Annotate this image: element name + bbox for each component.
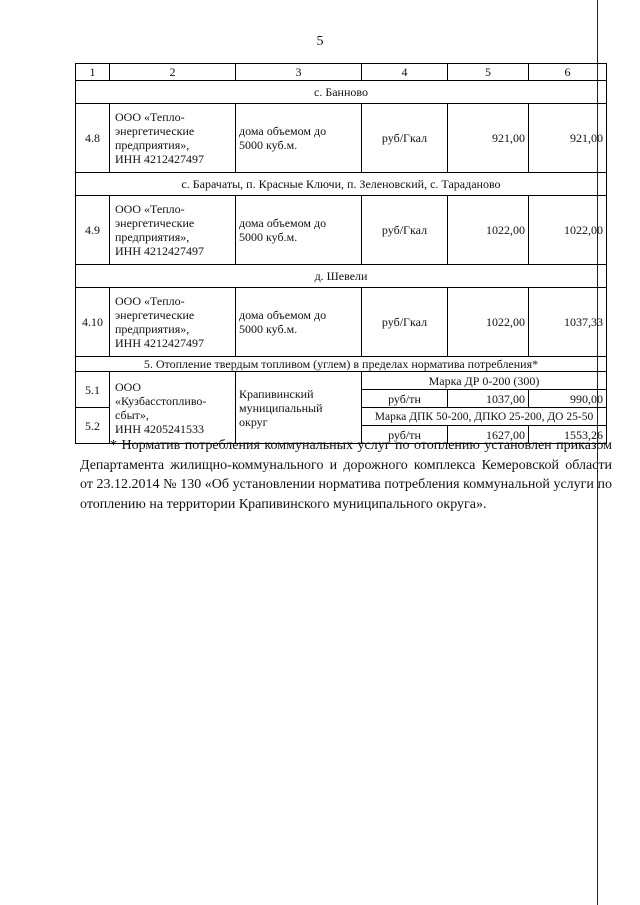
object-cell	[236, 288, 362, 357]
tariff-value-2: 1022,00	[529, 196, 607, 265]
column-number: 6	[529, 64, 607, 81]
section-row	[76, 265, 607, 288]
organization-cell	[110, 104, 236, 173]
section-title: с. Банново	[76, 81, 607, 104]
section-row	[76, 173, 607, 196]
organization-line: ООО «Тепло-	[115, 110, 185, 124]
footnote	[80, 436, 612, 514]
unit-cell: руб/Гкал	[362, 196, 448, 265]
organization-line: энергетические	[115, 124, 195, 138]
organization-line: сбыт»,	[115, 407, 149, 422]
organization-cell	[110, 288, 236, 357]
column-number: 4	[362, 64, 448, 81]
tariff-value-2: 1553,26	[529, 426, 607, 444]
organization-line: ООО «Тепло-	[115, 294, 185, 308]
table-row	[76, 288, 607, 357]
object-line: дома объемом до	[239, 308, 327, 322]
object-line: 5000 куб.м.	[239, 230, 298, 244]
page-number: 5	[316, 34, 324, 49]
organization-cell	[110, 372, 236, 444]
unit-cell: руб/Гкал	[362, 288, 448, 357]
object-line: 5000 куб.м.	[239, 138, 298, 152]
row-number: 4.8	[76, 104, 110, 173]
organization-line: ИНН 4205241533	[115, 421, 204, 436]
table-row	[76, 372, 607, 390]
table-header-row	[76, 64, 607, 81]
tariff-value-2: 1037,33	[529, 288, 607, 357]
coal-brand-cell: Марка ДПК 50-200, ДПКО 25-200, ДО 25-50	[362, 408, 607, 426]
table-row	[76, 196, 607, 265]
tariff-value-1: 1627,00	[448, 426, 529, 444]
district-line: Крапивинский	[239, 386, 314, 401]
section-title: 5. Отопление твердым топливом (углем) в пределах норматива потребления*	[76, 357, 607, 372]
column-number: 2	[110, 64, 236, 81]
object-cell	[236, 196, 362, 265]
tariff-value-1: 921,00	[448, 104, 529, 173]
organization-line: энергетические	[115, 216, 195, 230]
unit-cell: руб/тн	[362, 390, 448, 408]
section-row	[76, 81, 607, 104]
organization-line: ООО «Тепло-	[115, 202, 185, 216]
organization-line: предприятия»,	[115, 138, 190, 152]
tariff-value-2: 921,00	[529, 104, 607, 173]
organization-line: предприятия»,	[115, 230, 190, 244]
organization-line: ИНН 4212427497	[115, 152, 204, 166]
tariff-value-1: 1022,00	[448, 288, 529, 357]
organization-cell	[110, 196, 236, 265]
organization-line: ООО	[115, 379, 141, 394]
coal-brand-cell: Марка ДР 0-200 (300)	[362, 372, 607, 390]
organization-line: ИНН 4212427497	[115, 244, 204, 258]
object-line: дома объемом до	[239, 216, 327, 230]
row-number: 5.1	[76, 372, 110, 408]
organization-line: энергетические	[115, 308, 195, 322]
organization-line: предприятия»,	[115, 322, 190, 336]
tariff-value-1: 1037,00	[448, 390, 529, 408]
tariff-value-1: 1022,00	[448, 196, 529, 265]
column-number: 3	[236, 64, 362, 81]
unit-cell: руб/тн	[362, 426, 448, 444]
object-cell	[236, 104, 362, 173]
column-number: 5	[448, 64, 529, 81]
row-number: 4.10	[76, 288, 110, 357]
section-title: д. Шевели	[76, 265, 607, 288]
object-line: дома объемом до	[239, 124, 327, 138]
object-line: 5000 куб.м.	[239, 322, 298, 336]
tariff-table	[75, 63, 607, 444]
column-number: 1	[76, 64, 110, 81]
section-title: с. Барачаты, п. Красные Ключи, п. Зеленовский, с. Тараданово	[76, 173, 607, 196]
district-line: округ	[239, 414, 268, 429]
row-number: 5.2	[76, 408, 110, 444]
unit-cell: руб/Гкал	[362, 104, 448, 173]
footnote-text: * Норматив потребления коммунальных услуг по отоплению установлен приказом Департамента жилищно-коммунального и дорожного комплекса Кемеровской области от 23.12.2014 № 130 «Об установлении норматива потребления коммунальной услуги по отоплению на территории Крапивинского муниципального округа».	[80, 438, 612, 512]
district-line: муниципальный	[239, 400, 323, 415]
organization-line: ИНН 4212427497	[115, 336, 204, 350]
organization-line: «Кузбасстопливо-	[115, 393, 207, 408]
table-row	[76, 104, 607, 173]
district-cell	[236, 372, 362, 444]
section-row	[76, 357, 607, 372]
tariff-value-2: 990,00	[529, 390, 607, 408]
row-number: 4.9	[76, 196, 110, 265]
